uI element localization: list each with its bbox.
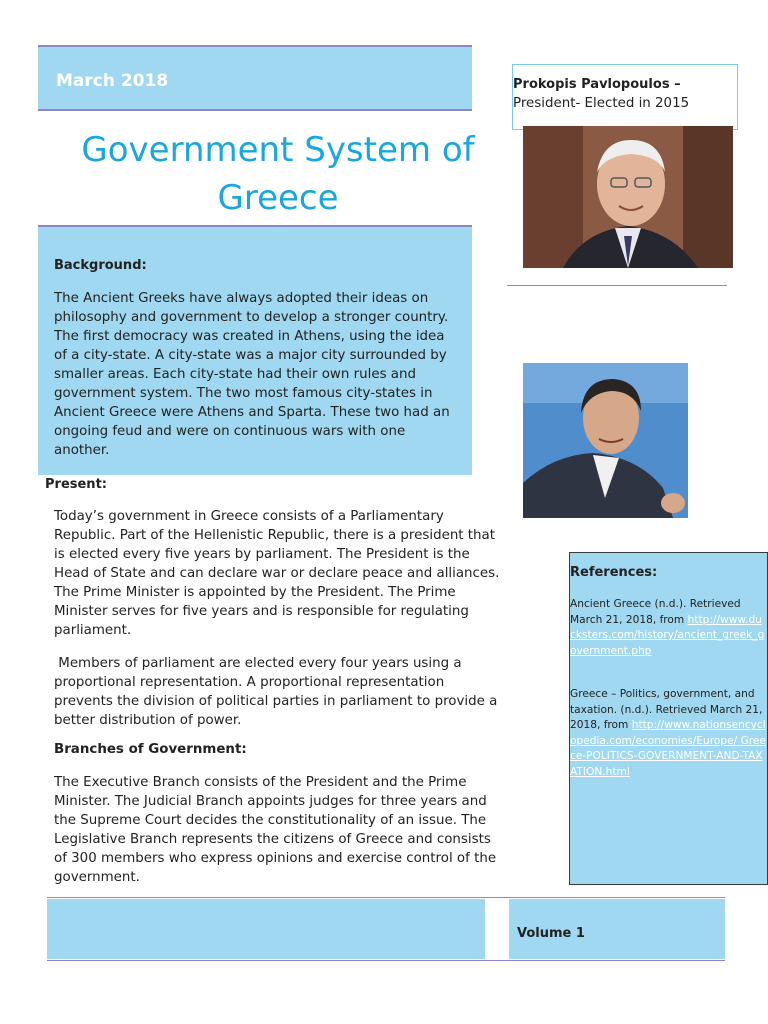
- background-text: The Ancient Greeks have always adopted their ideas on philosophy and government to develop a stronger country. The first democracy was created in Athens, using the idea of a city-state. A city-state was a major city surrounded by smaller areas. Each city-state had their own rules and government system. The two most famous city-states in Ancient Greece were Athens and Sparta. These two had an ongoing feud and were on continuous wars with one another.: [54, 291, 450, 458]
- present-paragraph-1: Today’s government in Greece consists of a Parliamentary Republic. Part of the Hellenistic Republic, there is a president that is elected every five years by parliament. The President is the Head of State and can declare war or declare peace and alliances. The Prime Minister is appointed by the President. The Prime Minister serves for five years and is responsible for regulating parliament.: [54, 509, 500, 638]
- issue-date: March 2018: [56, 71, 169, 91]
- date-banner: [38, 47, 472, 109]
- references-box: [569, 552, 768, 885]
- reference-citation: Ancient Greece (n.d.). Retrieved March 21, 2018, from: [570, 598, 741, 626]
- president-photo: [523, 126, 733, 268]
- footer-top-rule: [47, 897, 725, 898]
- reference-item: [570, 597, 766, 659]
- prime-minister-portrait-illustration: [523, 363, 688, 518]
- volume-label: Volume 1: [517, 926, 585, 941]
- photo-divider-rule: [507, 285, 727, 286]
- background-heading: Background:: [54, 258, 147, 273]
- reference-citation: Greece – Politics, government, and taxation. (n.d.). Retrieved March 21, 2018, from: [570, 688, 763, 731]
- prime-minister-photo: [523, 363, 688, 518]
- president-caption: [512, 64, 738, 130]
- branches-text: The Executive Branch consists of the President and the Prime Minister. The Judicial Branch appoints judges for three years and the Supreme Court decides the constitutionality of an issue. The Legislative Branch represents the citizens of Greece and consists of 300 members who express opinions and exercise control of the government.: [54, 775, 497, 885]
- footer-banner: [47, 899, 725, 959]
- president-portrait-illustration: [523, 126, 733, 268]
- page-title: Government System of Greece: [81, 130, 475, 218]
- header-bottom-rule: [38, 109, 472, 111]
- references-heading: References:: [570, 565, 658, 580]
- president-role: President- Elected in 2015: [513, 96, 690, 111]
- branches-heading: Branches of Government:: [54, 742, 247, 757]
- present-paragraph-2: Members of parliament are elected every four years using a proportional representation. A proportional representation prevents the division of political parties in parliament to provide a better distribution of power.: [54, 656, 502, 728]
- footer-divider: [485, 899, 509, 959]
- reference-link[interactable]: http://www.ducksters.com/history/ancient_greek_government.php: [570, 613, 765, 657]
- reference-link[interactable]: http://www.nationsencyclopedia.com/economies/Europe/ Greece-POLITICS-GOVERNMENT-AND-TAXATION.html: [570, 719, 766, 778]
- footer-bottom-rule: [47, 960, 725, 961]
- reference-item: [570, 687, 766, 780]
- present-heading: Present:: [45, 477, 107, 492]
- president-name: Prokopis Pavlopoulos –: [513, 77, 681, 92]
